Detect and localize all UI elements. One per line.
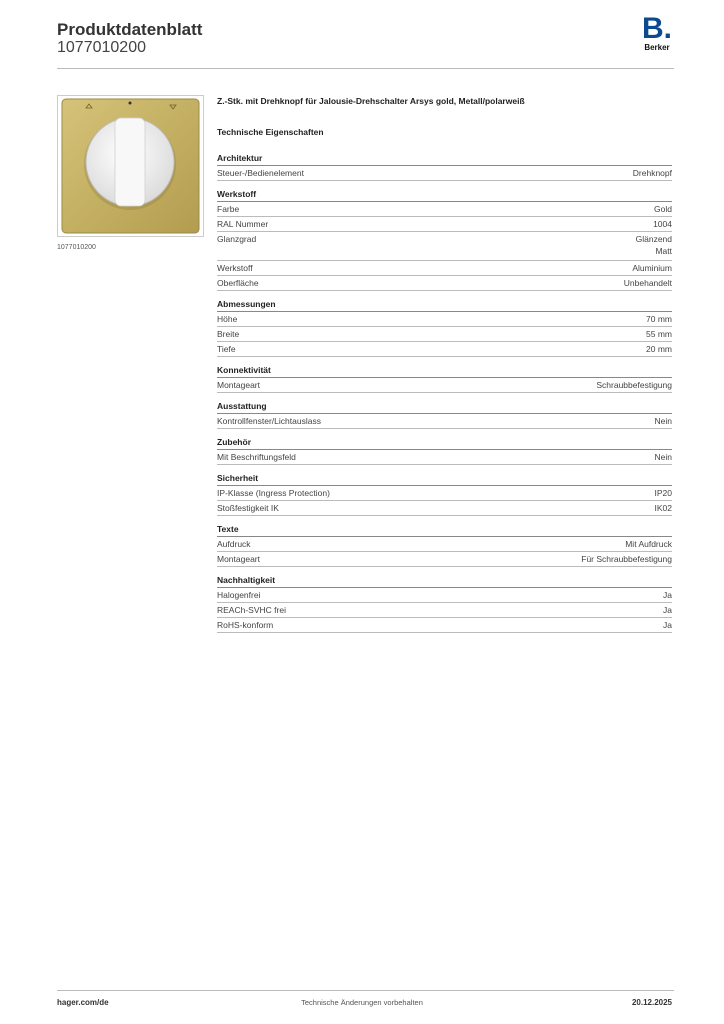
spec-value: [655, 488, 673, 498]
page-title: Produktdatenblatt: [57, 20, 203, 39]
spec-value: [655, 416, 672, 426]
spec-row: [217, 327, 672, 342]
footer-disclaimer: Technische Änderungen vorbehalten: [301, 998, 423, 1007]
spec-row: [217, 166, 672, 181]
spec-value: [636, 234, 672, 258]
footer-date: 20.12.2025: [631, 998, 672, 1007]
spec-value: [625, 539, 672, 549]
spec-label: Oberfläche: [217, 278, 259, 288]
spec-value: [654, 204, 672, 214]
product-image: [57, 95, 204, 237]
spec-label: Kontrollfenster/Lichtauslass: [217, 416, 321, 426]
spec-label: RoHS-konform: [217, 620, 274, 630]
spec-row: [217, 202, 672, 217]
spec-value-line: Mit Aufdruck: [625, 539, 672, 549]
spec-row: [217, 501, 672, 516]
section-title: Zubehör: [217, 437, 672, 450]
spec-value: [596, 380, 672, 390]
spec-label: Mit Beschriftungsfeld: [217, 452, 296, 462]
spec-section: [217, 401, 672, 429]
rotary-switch-illustration: [58, 96, 203, 236]
spec-row: [217, 232, 672, 261]
spec-content: [217, 96, 672, 633]
position-marker-dot: [129, 102, 132, 105]
spec-label: Breite: [217, 329, 240, 339]
spec-value: [581, 554, 672, 564]
spec-value: [624, 278, 672, 288]
spec-value: [663, 620, 672, 630]
spec-row: [217, 312, 672, 327]
spec-label: Glanzgrad: [217, 234, 257, 244]
section-title: Architektur: [217, 153, 672, 166]
spec-label: IP-Klasse (Ingress Protection): [217, 488, 330, 498]
spec-label: Stoßfestigkeit IK: [217, 503, 279, 513]
image-caption: 1077010200: [57, 244, 96, 251]
spec-value-line: Ja: [663, 620, 672, 630]
spec-row: [217, 618, 672, 633]
spec-section: [217, 437, 672, 465]
spec-value-line: Matt: [655, 246, 672, 256]
spec-label: Werkstoff: [217, 263, 253, 273]
spec-value: [655, 452, 672, 462]
spec-row: [217, 378, 672, 393]
spec-row: [217, 552, 672, 567]
product-title: Z.-Stk. mit Drehknopf für Jalousie-Drehschalter Arsys gold, Metall/polarweiß: [217, 96, 525, 106]
spec-row: [217, 603, 672, 618]
spec-label: Höhe: [217, 314, 238, 324]
section-title: Texte: [217, 524, 672, 537]
spec-value: [646, 329, 672, 339]
spec-value-line: IP20: [654, 488, 672, 498]
spec-row: [217, 486, 672, 501]
spec-row: [217, 450, 672, 465]
spec-value: [663, 590, 672, 600]
section-title: Konnektivität: [217, 365, 672, 378]
spec-label: Steuer-/Bedienelement: [217, 168, 304, 178]
spec-sections: [217, 153, 672, 633]
section-title: Ausstattung: [217, 401, 672, 414]
spec-value: [653, 219, 672, 229]
section-title: Abmessungen: [217, 299, 672, 312]
spec-section: [217, 365, 672, 393]
spec-row: [217, 276, 672, 291]
spec-label: REACh-SVHC frei: [217, 605, 286, 615]
spec-value-line: Unbehandelt: [623, 278, 672, 288]
header-divider: [57, 68, 674, 69]
spec-section: [217, 189, 672, 291]
logo-letter: B.: [642, 12, 672, 45]
spec-value: [633, 168, 672, 178]
spec-value: [663, 605, 672, 615]
spec-value: [646, 314, 672, 324]
spec-value-line: Gold: [654, 204, 672, 214]
spec-value-line: Aluminium: [632, 263, 672, 273]
footer-website[interactable]: hager.com/de: [57, 998, 109, 1007]
spec-section: [217, 153, 672, 181]
section-title: Werkstoff: [217, 189, 672, 202]
spec-section: [217, 299, 672, 357]
footer-divider: [57, 990, 674, 991]
spec-section: [217, 524, 672, 567]
knob-grip: [115, 118, 145, 206]
spec-value-line: Glänzend: [635, 234, 672, 244]
spec-row: [217, 537, 672, 552]
section-title: Nachhaltigkeit: [217, 575, 672, 588]
spec-value-line: Ja: [663, 605, 672, 615]
spec-value-line: 20 mm: [646, 344, 672, 354]
spec-label: Farbe: [217, 204, 240, 214]
spec-label: Montageart: [217, 554, 260, 564]
spec-row: [217, 588, 672, 603]
spec-row: [217, 414, 672, 429]
spec-value-line: 55 mm: [646, 329, 672, 339]
spec-row: [217, 217, 672, 232]
logo-text: Berker: [644, 43, 670, 52]
spec-value-line: Für Schraubbefestigung: [581, 554, 672, 564]
spec-label: RAL Nummer: [217, 219, 269, 229]
spec-label: Tiefe: [217, 344, 236, 354]
spec-section: [217, 473, 672, 516]
spec-row: [217, 342, 672, 357]
spec-value: [646, 344, 672, 354]
spec-value-line: Nein: [654, 416, 672, 426]
spec-label: Montageart: [217, 380, 260, 390]
spec-row: [217, 261, 672, 276]
spec-value: [655, 503, 673, 513]
section-title: Sicherheit: [217, 473, 672, 486]
berker-logo: [640, 12, 674, 52]
product-number: 1077010200: [57, 39, 146, 56]
tech-properties-heading: Technische Eigenschaften: [217, 127, 324, 137]
spec-value-line: IK02: [654, 503, 672, 513]
spec-label: Aufdruck: [217, 539, 251, 549]
spec-label: Halogenfrei: [217, 590, 261, 600]
spec-value: [632, 263, 672, 273]
spec-value-line: 70 mm: [646, 314, 672, 324]
spec-value-line: Ja: [663, 590, 672, 600]
spec-value-line: Nein: [654, 452, 672, 462]
spec-section: [217, 575, 672, 633]
spec-value-line: 1004: [653, 219, 672, 229]
spec-value-line: Drehknopf: [632, 168, 672, 178]
spec-value-line: Schraubbefestigung: [596, 380, 672, 390]
